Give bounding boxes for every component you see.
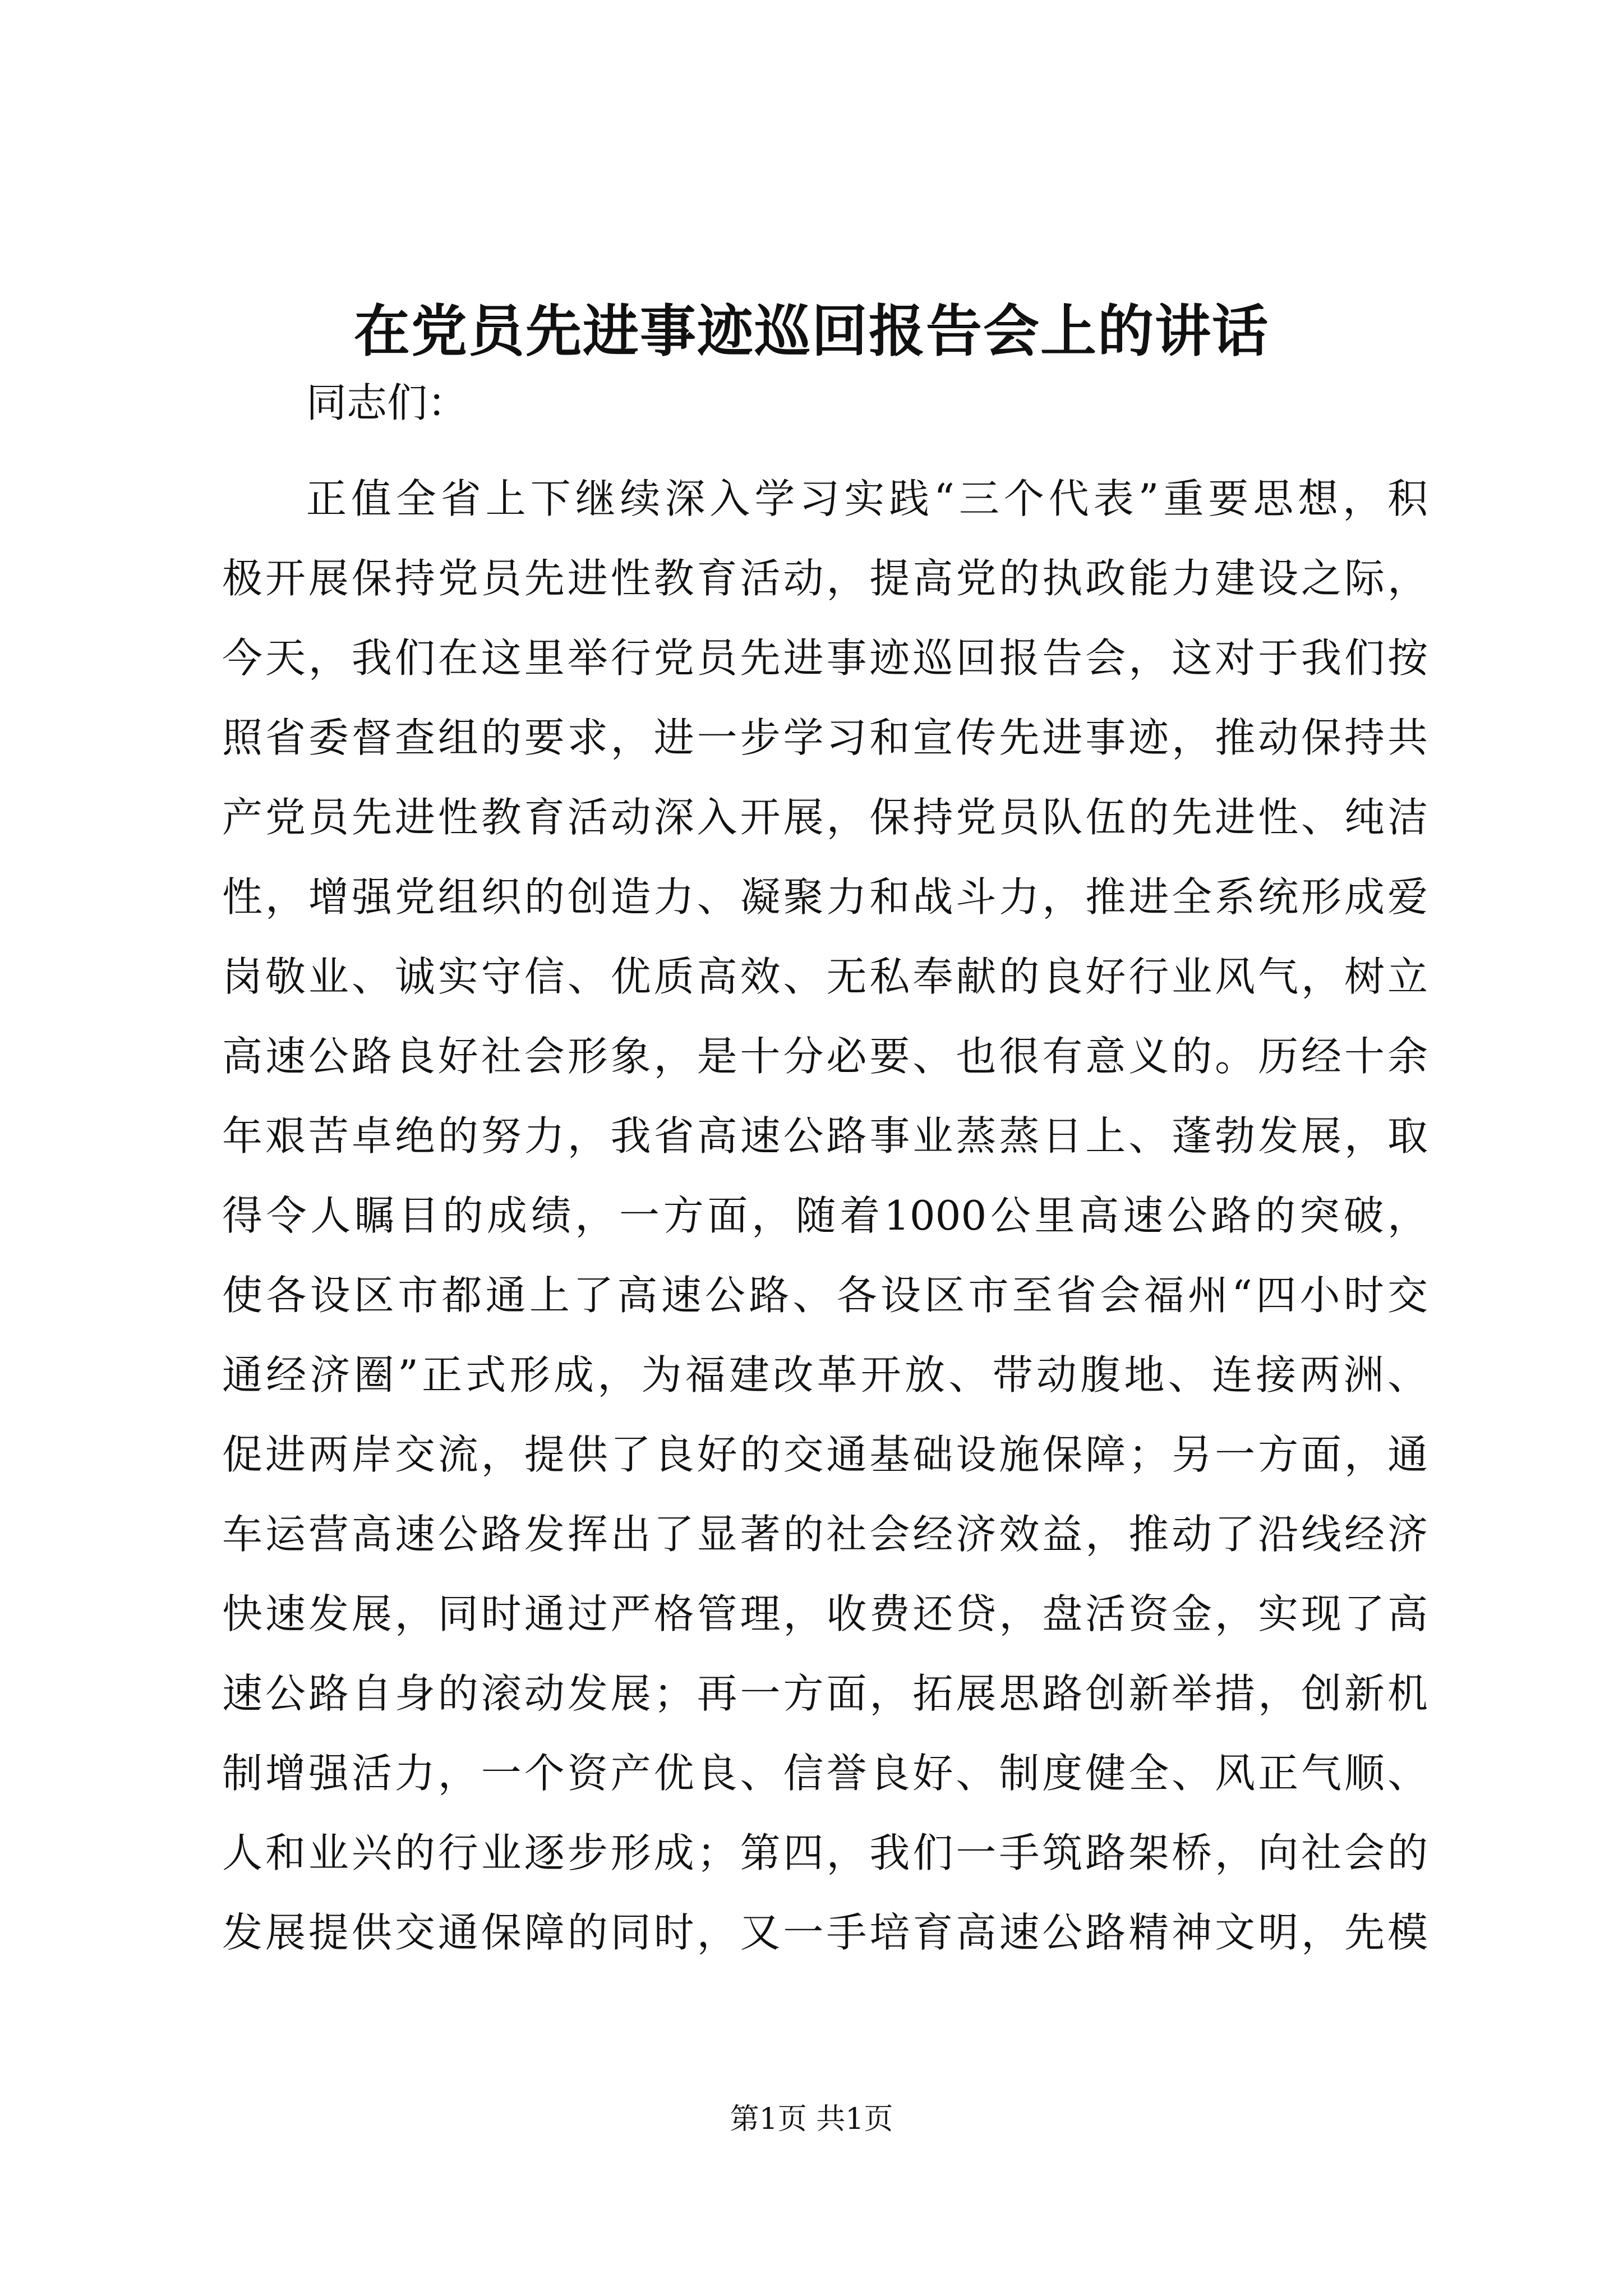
- body-line: 得令人瞩目的成绩，一方面，随着1000公里高速公路的突破，: [222, 1192, 1428, 1239]
- body-line: 使各设区市都通上了高速公路、各设区市至省会福州“四小时交: [222, 1272, 1428, 1319]
- body-line: 高速公路良好社会形象，是十分必要、也很有意义的。历经十余: [222, 1033, 1428, 1080]
- body-line: 车运营高速公路发挥出了显著的社会经济效益，推动了沿线经济: [222, 1511, 1428, 1558]
- salutation: 同志们：: [306, 379, 468, 426]
- body-line: 今天，我们在这里举行党员先进事迹巡回报告会，这对于我们按: [222, 634, 1428, 682]
- document-title: 在党员先进事迹巡回报告会上的讲话: [354, 298, 1269, 364]
- body-line: 岗敬业、诚实守信、优质高效、无私奉献的良好行业风气，树立: [222, 953, 1428, 1000]
- body-line: 极开展保持党员先进性教育活动，提高党的执政能力建设之际，: [222, 555, 1428, 602]
- body-line: 正值全省上下继续深入学习实践“三个代表”重要思想，积: [306, 475, 1428, 522]
- body-line: 快速发展，同时通过严格管理，收费还贷，盘活资金，实现了高: [222, 1590, 1428, 1637]
- body-line: 年艰苦卓绝的努力，我省高速公路事业蒸蒸日上、蓬勃发展，取: [222, 1112, 1428, 1159]
- body-text: [222, 459, 1428, 1972]
- body-line: 速公路自身的滚动发展；再一方面，拓展思路创新举措，创新机: [222, 1670, 1428, 1717]
- body-line: 通经济圈”正式形成，为福建改革开放、带动腹地、连接两洲、: [222, 1351, 1428, 1398]
- body-line: 制增强活力，一个资产优良、信誉良好、制度健全、风正气顺、: [222, 1750, 1428, 1797]
- page-footer: 第1页 共1页: [730, 2102, 893, 2136]
- body-line: 促进两岸交流，提供了良好的交通基础设施保障；另一方面，通: [222, 1431, 1428, 1478]
- body-line: 发展提供交通保障的同时，又一手培育高速公路精神文明，先模: [222, 1909, 1428, 1956]
- body-line: 人和业兴的行业逐步形成；第四，我们一手筑路架桥，向社会的: [222, 1829, 1428, 1876]
- body-line: 照省委督查组的要求，进一步学习和宣传先进事迹，推动保持共: [222, 714, 1428, 761]
- body-line: 性，增强党组织的创造力、凝聚力和战斗力，推进全系统形成爱: [222, 873, 1428, 921]
- body-line: 产党员先进性教育活动深入开展，保持党员队伍的先进性、纯洁: [222, 794, 1428, 841]
